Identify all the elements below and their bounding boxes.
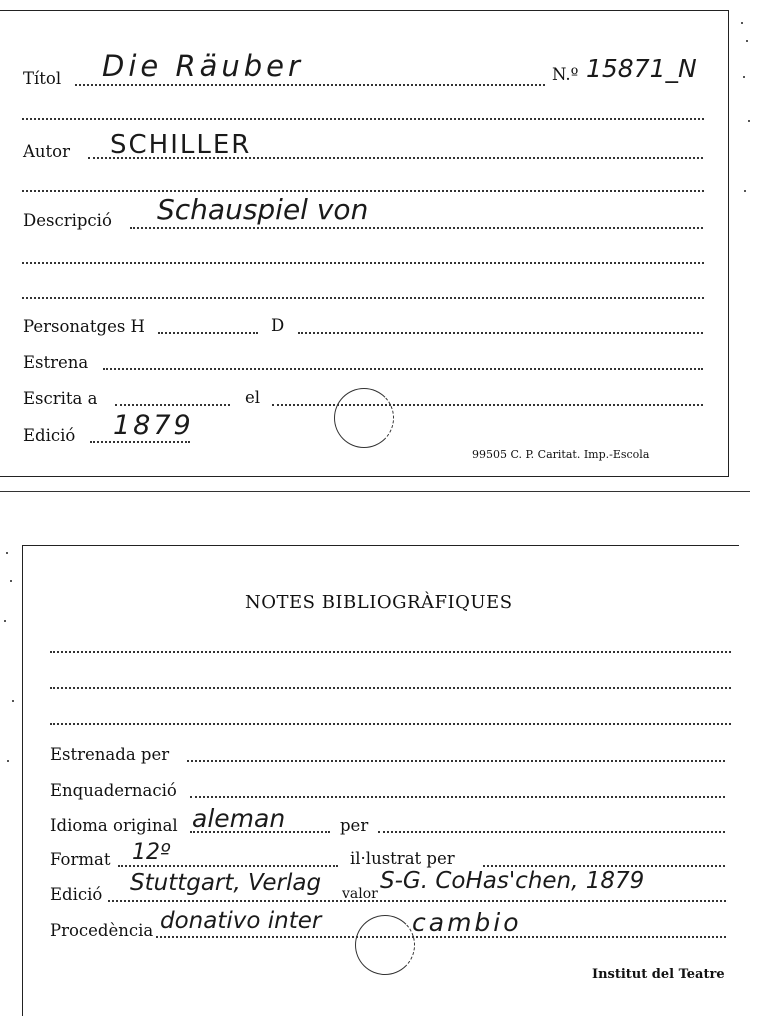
autor-extra-line <box>22 190 704 192</box>
descripcio-value: Schauspiel von <box>157 193 369 226</box>
scan-speck <box>4 620 6 622</box>
escrita-label: Escrita a <box>23 389 98 408</box>
edicio-value: 1879 <box>113 410 194 441</box>
titol-line <box>75 84 545 86</box>
cut-line <box>0 491 750 492</box>
autor-value: SCHILLER <box>110 130 252 160</box>
illustrat-line <box>483 865 725 867</box>
valor-label: valor <box>342 886 378 902</box>
personatges-d-label: D <box>271 316 285 335</box>
scan-speck <box>7 760 9 762</box>
scan-speck <box>748 120 750 122</box>
descripcio-line-2 <box>22 262 704 264</box>
notes-line-1 <box>50 651 731 653</box>
scan-speck <box>6 552 8 554</box>
estrena-label: Estrena <box>23 353 89 372</box>
format-label: Format <box>50 850 111 869</box>
idioma-value: aleman <box>192 804 286 833</box>
enquadernacio-line <box>190 796 725 798</box>
scan-speck <box>743 76 745 78</box>
procedencia-label: Procedència <box>50 921 154 940</box>
procedencia-value-a: donativo inter <box>160 908 322 934</box>
enquadernacio-label: Enquadernació <box>50 781 177 800</box>
format-value: 12º <box>132 840 171 865</box>
notes-line-3 <box>50 723 731 725</box>
numero-value: 15871_N <box>586 54 697 83</box>
institut-imprint: Institut del Teatre <box>592 967 725 982</box>
scan-speck <box>744 190 746 192</box>
estrena-line <box>103 368 703 370</box>
titol-label: Títol <box>23 69 62 88</box>
scan-speck <box>10 580 12 582</box>
edicio2-value-a: Stuttgart, Verlag <box>130 870 322 896</box>
punch-hole-stamp-2 <box>355 915 415 975</box>
punch-hole-stamp <box>334 388 394 448</box>
edicio2-line <box>108 900 726 902</box>
escrita-line <box>115 404 230 406</box>
edicio2-label: Edició <box>50 885 103 904</box>
idioma-per-label: per <box>340 816 369 835</box>
personatges-label: Personatges H <box>23 317 145 336</box>
edicio-line <box>90 441 190 443</box>
edicio-label: Edició <box>23 426 76 445</box>
descripcio-label: Descripció <box>23 211 112 230</box>
descripcio-line <box>130 227 703 229</box>
personatges-d-line <box>298 332 703 334</box>
notes-heading: NOTES BIBLIOGRÀFIQUES <box>245 592 513 613</box>
idioma-per-line <box>378 831 725 833</box>
estrenada-label: Estrenada per <box>50 745 170 764</box>
titol-value: Die Räuber <box>102 49 304 83</box>
estrenada-line <box>187 760 725 762</box>
procedencia-value-b: cambio <box>412 908 522 937</box>
descripcio-line-3 <box>22 297 704 299</box>
scan-speck <box>12 700 14 702</box>
printer-imprint: 99505 C. P. Caritat. Imp.-Escola <box>472 448 650 461</box>
autor-label: Autor <box>23 142 70 161</box>
idioma-label: Idioma original <box>50 816 178 835</box>
edicio2-value-b: S-G. CoHas'chen, 1879 <box>380 868 645 894</box>
titol-extra-line <box>22 118 704 120</box>
scan-speck <box>746 40 748 42</box>
numero-label: N.º <box>552 65 579 84</box>
illustrat-label: il·lustrat per <box>350 849 455 868</box>
personatges-h-line <box>158 332 258 334</box>
scan-speck <box>741 22 743 24</box>
el-label: el <box>245 388 261 407</box>
format-line <box>118 865 338 867</box>
notes-line-2 <box>50 687 731 689</box>
